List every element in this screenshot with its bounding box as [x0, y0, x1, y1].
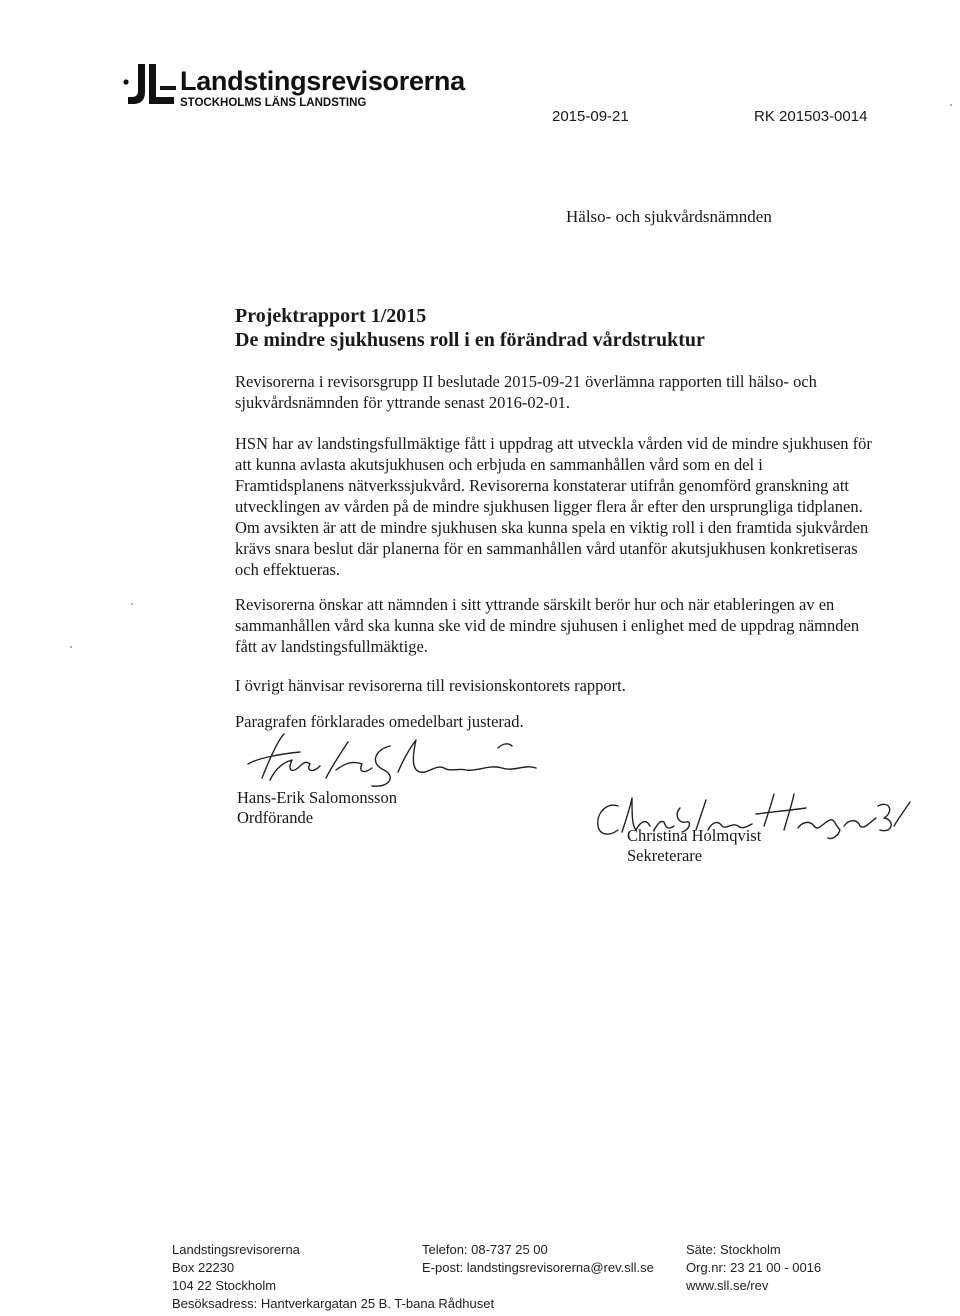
document-reference: RK 201503-0014 [754, 108, 868, 125]
paragraph-adjusted: Paragrafen förklarades omedelbart justerad. [235, 712, 524, 731]
footer-phone: Telefon: 08-737 25 00 [422, 1242, 548, 1257]
org-name: Landstingsrevisorerna [180, 66, 465, 96]
org-subtitle: STOCKHOLMS LÄNS LANDSTING [180, 97, 367, 109]
signatory-name-chairman: Hans-Erik Salomonsson [237, 788, 397, 807]
footer-visit-address: Besöksadress: Hantverkargatan 25 B. T-bana Rådhuset [172, 1296, 495, 1311]
footer-box: Box 22230 [172, 1260, 235, 1275]
document-date: 2015-09-21 [552, 108, 629, 125]
signatory-role-chairman: Ordförande [237, 808, 314, 827]
footer-org-name: Landstingsrevisorerna [172, 1242, 300, 1257]
signatory-name-secretary: Christina Holmqvist [627, 826, 762, 845]
footer-website: www.sll.se/rev [686, 1278, 769, 1293]
recipient: Hälso- och sjukvårdsnämnden [566, 207, 772, 226]
paragraph-request: Revisorerna önskar att nämnden i sitt yttrande särskilt berör hur och när etableringen av en sammanhållen vård ska kunna ske vid de mindre sjuhusen i enlighet med de uppdrag nämnden fått av landstingsfullmäktige. [235, 595, 860, 656]
report-subtitle: De mindre sjukhusens roll i en förändrad vårdstruktur [235, 329, 705, 351]
scan-speck [131, 603, 133, 605]
paragraph-decision: Revisorerna i revisorsgrupp II beslutade 2015-09-21 överlämna rapporten till hälso- och sjukvårdsnämnden för yttrande senast 2016-02-01. [235, 372, 817, 412]
scan-speck [70, 646, 72, 648]
signatory-role-secretary: Sekreterare [627, 846, 703, 865]
scan-speck [950, 104, 952, 106]
paragraph-reference: I övrigt hänvisar revisorerna till revisionskontorets rapport. [235, 676, 626, 695]
footer-seat: Säte: Stockholm [686, 1242, 781, 1257]
report-title: Projektrapport 1/2015 [235, 305, 427, 327]
landstinget-logo-icon [122, 62, 176, 108]
footer-postal: 104 22 Stockholm [172, 1278, 277, 1293]
footer-org-number: Org.nr: 23 21 00 - 0016 [686, 1260, 822, 1275]
paragraph-background: HSN har av landstingsfullmäktige fått i uppdrag att utveckla vården vid de mindre sjukhusen för att kunna avlasta akutsjukhusen och erbjuda en sammanhållen vård som en del i Framtidsplanens nätverkssjukvård. Revisorerna konstaterar utifrån genomförd granskning att utvecklingen av vården på de mindre sjukhusen ligger flera år efter den ursprungliga tidplanen. Om avsikten är att de mindre sjukhusen ska kunna spela en viktig roll i den framtida sjukvården krävs snara beslut där planerna för en sammanhållen vård utanför akutsjukhusen konkretiseras och effektueras. [235, 434, 872, 579]
footer-email: E-post: landstingsrevisorerna@rev.sll.se [422, 1260, 654, 1275]
